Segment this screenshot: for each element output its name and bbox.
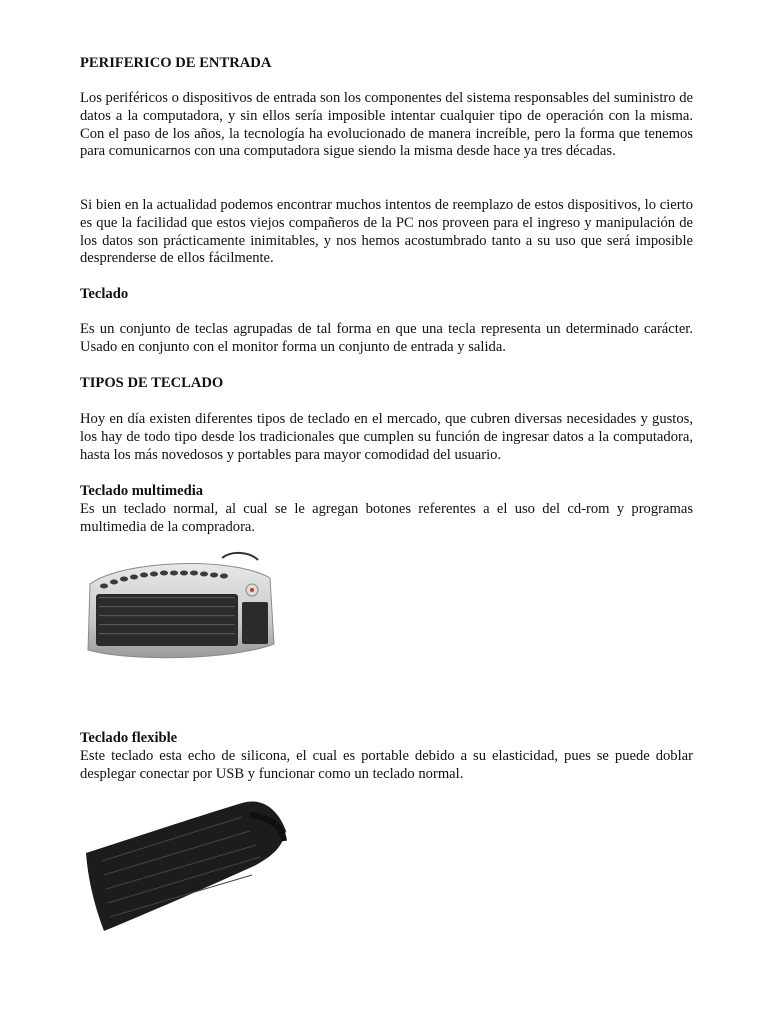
teclado-heading: Teclado [80,286,129,302]
multimedia-keyboard-icon [82,548,278,664]
document-title: PERIFERICO DE ENTRADA [80,55,272,71]
flexible-heading: Teclado flexible [80,730,178,746]
flexible-keyboard-icon [82,795,292,935]
flexible-keyboard-image [82,795,292,935]
teclado-paragraph: Es un conjunto de teclas agrupadas de tal forma en que una tecla representa un determinado carácter. Usado en conjunto con el monitor forma un conjunto de entrada y salida. [80,321,693,355]
multimedia-section [80,483,693,536]
tipos-paragraph: Hoy en día existen diferentes tipos de teclado en el mercado, que cubren diversas necesidades y gustos, los hay de todo tipo desde los tradicionales que cumplen su función de ingresar datos a la computadora, hasta los más novedosos y portables para mayor comodidad del usuario. [80,411,693,463]
intro-paragraph-2: Si bien en la actualidad podemos encontrar muchos intentos de reemplazo de estos dispositivos, lo cierto es que la facilidad que estos viejos compañeros de la PC nos proveen para el ingreso y manipulación de los datos son prácticamente inimitables, y nos hemos acostumbrado tanto a su uso que será imposible desprenderse de ellos fácilmente. [80,197,693,267]
multimedia-paragraph: Es un teclado normal, al cual se le agregan botones referentes a el uso del cd-rom y programas multimedia de la compradora. [80,500,693,535]
flexible-section [80,730,693,783]
tipos-heading: TIPOS DE TECLADO [80,375,224,391]
intro-paragraph-1: Los periféricos o dispositivos de entrada son los componentes del sistema responsables del suministro de datos a la computadora, y sin ellos sería imposible intentar cualquier tipo de operación con la misma. Con el paso de los años, la tecnología ha evolucionado de manera increíble, pero la forma que tenemos para comunicarnos con una computadora sigue siendo la misma desde hace ya tres décadas. [80,90,693,160]
multimedia-heading: Teclado multimedia [80,483,204,499]
multimedia-keyboard-image [82,548,278,664]
flexible-paragraph: Este teclado esta echo de silicona, el cual es portable debido a su elasticidad, pues se puede doblar desplegar conectar por USB y funcionar como un teclado normal. [80,747,693,782]
